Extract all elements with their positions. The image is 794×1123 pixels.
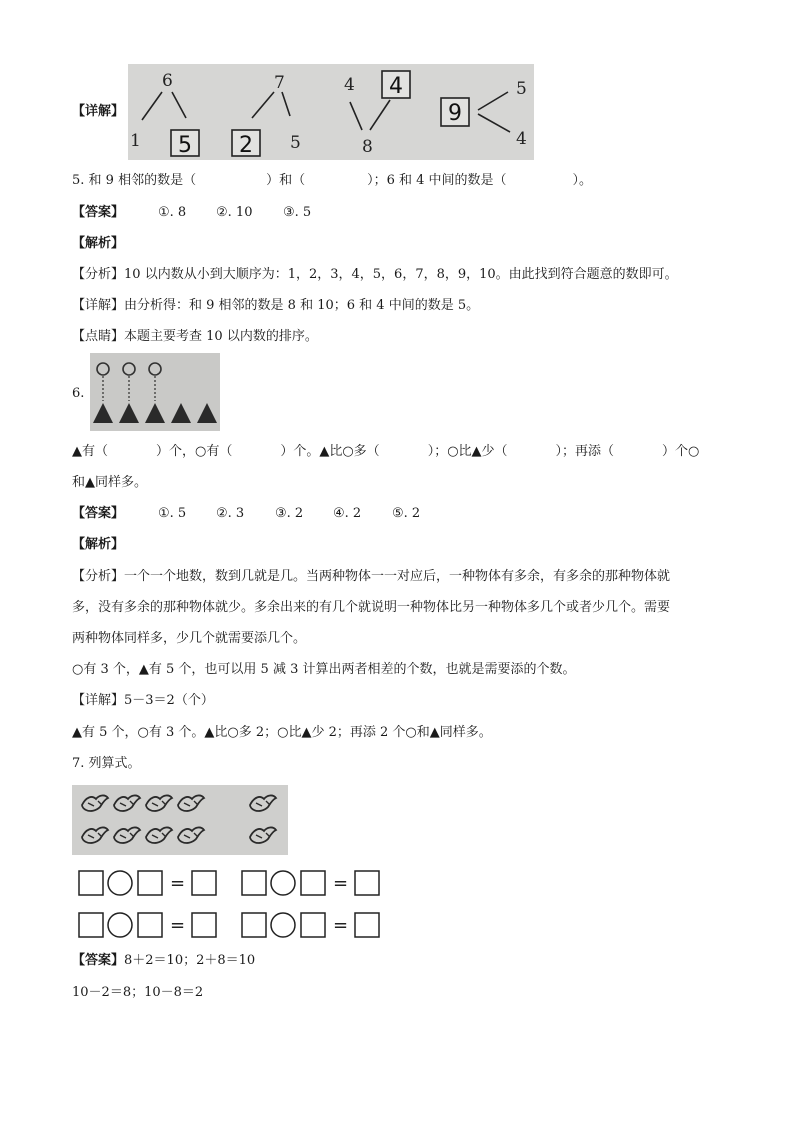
q6-xiangjie-text-1: 5－3＝2（个）: [124, 693, 214, 708]
bird-icon: [146, 795, 172, 811]
answer-box[interactable]: [138, 871, 162, 895]
q5-text-2: ）和（: [266, 173, 306, 188]
q6-fenxi-line3: 两种物体同样多，少几个就需要添几个。: [72, 631, 307, 646]
bird-icon: [178, 827, 204, 843]
q5-answer-3: ③. 5: [283, 205, 312, 220]
q6-text-3: ）个。▲比○多（: [280, 444, 380, 459]
t2-left-box: 2: [239, 133, 253, 158]
q6-answer-2: ②. 3: [216, 506, 245, 521]
triangle-icon: [119, 403, 139, 423]
answer-box[interactable]: [242, 913, 266, 937]
q6-text-2: ）个，○有（: [156, 444, 233, 459]
q6-text-6: ）个○: [662, 444, 700, 459]
answer-box[interactable]: [301, 913, 325, 937]
fig5-photo: [128, 64, 534, 160]
q6-answer-3: ③. 2: [275, 506, 304, 521]
answer-box[interactable]: [79, 871, 103, 895]
answer-box[interactable]: [192, 871, 216, 895]
q6-analysis-label: 【解析】: [72, 537, 125, 552]
q6-fenxi-line2: 多，没有多余的那种物体就少。多余出来的有几个就说明一种物体比另一种物体多几个或者少几个。需要: [72, 600, 671, 615]
q6-xiangjie-label: 【详解】: [72, 693, 125, 708]
q5-xiangjie-label: 【详解】: [72, 298, 125, 313]
equation-row-1: [78, 870, 388, 896]
q6-answer-5: ⑤. 2: [392, 506, 421, 521]
bird-icon: [250, 795, 276, 811]
answer-box[interactable]: [79, 913, 103, 937]
q7-answer-text-1: 8＋2＝10；2＋8＝10: [124, 953, 256, 968]
q6-answer-row: [72, 505, 421, 523]
triangle-icon: [171, 403, 191, 423]
operator-circle[interactable]: [271, 913, 295, 937]
triangle-icon: [93, 403, 113, 423]
q6-xiangjie-line1: [72, 692, 214, 710]
q6-xiangjie-line2: ▲有 5 个，○有 3 个。▲比○多 2；○比▲少 2；再添 2 个○和▲同样多。: [72, 725, 492, 740]
q5-fenxi-label: 【分析】: [72, 267, 125, 282]
q6-photo: [90, 353, 220, 431]
operator-circle[interactable]: [271, 871, 295, 895]
t3-bottom: 8: [362, 137, 373, 157]
q7-photo: [72, 785, 288, 855]
q5-xiangjie: [72, 297, 479, 315]
q6-fenxi-label: 【分析】: [72, 569, 125, 584]
q5-fenxi: [72, 266, 678, 284]
q6-answer-label: 【答案】: [72, 506, 125, 521]
answer-box[interactable]: [355, 871, 379, 895]
bird-icon: [178, 795, 204, 811]
answer-box[interactable]: [301, 871, 325, 895]
q7-answer-label: 【答案】: [72, 953, 125, 968]
q5-answer-1: ①. 8: [158, 205, 187, 220]
q7-answer-line2: 10－2＝8；10－8＝2: [72, 985, 204, 1000]
equation-row-2: [78, 912, 388, 938]
q5-question: [72, 172, 592, 190]
q6-answer-1: ①. 5: [158, 506, 187, 521]
q5-answer-label: 【答案】: [72, 205, 125, 220]
triangle-icon: [197, 403, 217, 423]
q6-answer-4: ④. 2: [333, 506, 362, 521]
q7-answer-line1: [72, 952, 255, 970]
t3-right-box: 4: [389, 74, 403, 99]
circle-icon: [123, 363, 135, 375]
t2-right: 5: [290, 133, 301, 153]
q6-text-4: ）；○比▲少（: [427, 444, 508, 459]
q5-xiangjie-text: 由分析得：和 9 相邻的数是 8 和 10；6 和 4 中间的数是 5。: [124, 298, 480, 313]
t4-down: 4: [516, 129, 527, 149]
q5-dianjing-text: 本题主要考查 10 以内数的排序。: [124, 329, 318, 344]
bird-icon: [114, 827, 140, 843]
equals-sign: =: [170, 915, 186, 936]
t1-left: 1: [130, 131, 141, 151]
circle-icon: [149, 363, 161, 375]
q5-answer-2: ②. 10: [216, 205, 253, 220]
t2-top: 7: [274, 73, 285, 93]
q5-dianjing: [72, 328, 318, 346]
q6-text-5: ）；再添（: [555, 444, 615, 459]
q5-text-3: ）；6 和 4 中间的数是（: [367, 173, 507, 188]
bird-icon: [82, 795, 108, 811]
q6-number: 6.: [72, 386, 85, 401]
answer-box[interactable]: [138, 913, 162, 937]
circles-triangles-figure: [90, 353, 220, 431]
q5-text-4: ）。: [572, 173, 593, 188]
number-split-diagram: [128, 64, 534, 160]
equals-sign: =: [333, 915, 349, 936]
bird-icon: [146, 827, 172, 843]
equals-sign: =: [170, 873, 186, 894]
fig5-label: 【详解】: [72, 104, 125, 119]
q6-text-1: ▲有（: [72, 444, 108, 459]
q6-fenxi-line4: ○有 3 个，▲有 5 个，也可以用 5 减 3 计算出两者相差的个数，也就是需要添的个数。: [72, 662, 576, 677]
q5-text-1: 5. 和 9 相邻的数是（: [72, 173, 197, 188]
q5-fenxi-text: 10 以内数从小到大顺序为：1，2，3，4，5，6，7，8，9，10。由此找到符合题意的数即可。: [124, 267, 678, 282]
q6-fenxi-text-1: 一个一个地数，数到几就是几。当两种物体一一对应后，一种物体有多余，有多余的那种物体就: [124, 569, 671, 584]
t4-left-box: 9: [448, 101, 462, 126]
equals-sign: =: [333, 873, 349, 894]
q6-fenxi-line1: [72, 568, 670, 586]
answer-box[interactable]: [355, 913, 379, 937]
operator-circle[interactable]: [108, 913, 132, 937]
q5-dianjing-label: 【点睛】: [72, 329, 125, 344]
t4-up: 5: [516, 79, 527, 99]
birds-figure: [72, 785, 288, 855]
q5-answer-row: [72, 204, 312, 222]
q5-analysis-label: 【解析】: [72, 236, 125, 251]
operator-circle[interactable]: [108, 871, 132, 895]
bird-icon: [82, 827, 108, 843]
circle-icon: [97, 363, 109, 375]
t1-right-box: 5: [178, 133, 192, 158]
bird-icon: [250, 827, 276, 843]
bird-icon: [114, 795, 140, 811]
answer-box[interactable]: [242, 871, 266, 895]
t1-top: 6: [162, 71, 173, 91]
triangle-icon: [145, 403, 165, 423]
q6-question-line1: [72, 443, 699, 461]
q6-question-line2: 和▲同样多。: [72, 475, 147, 490]
t3-left: 4: [344, 75, 355, 95]
q7-title: 7. 列算式。: [72, 756, 141, 771]
answer-box[interactable]: [192, 913, 216, 937]
